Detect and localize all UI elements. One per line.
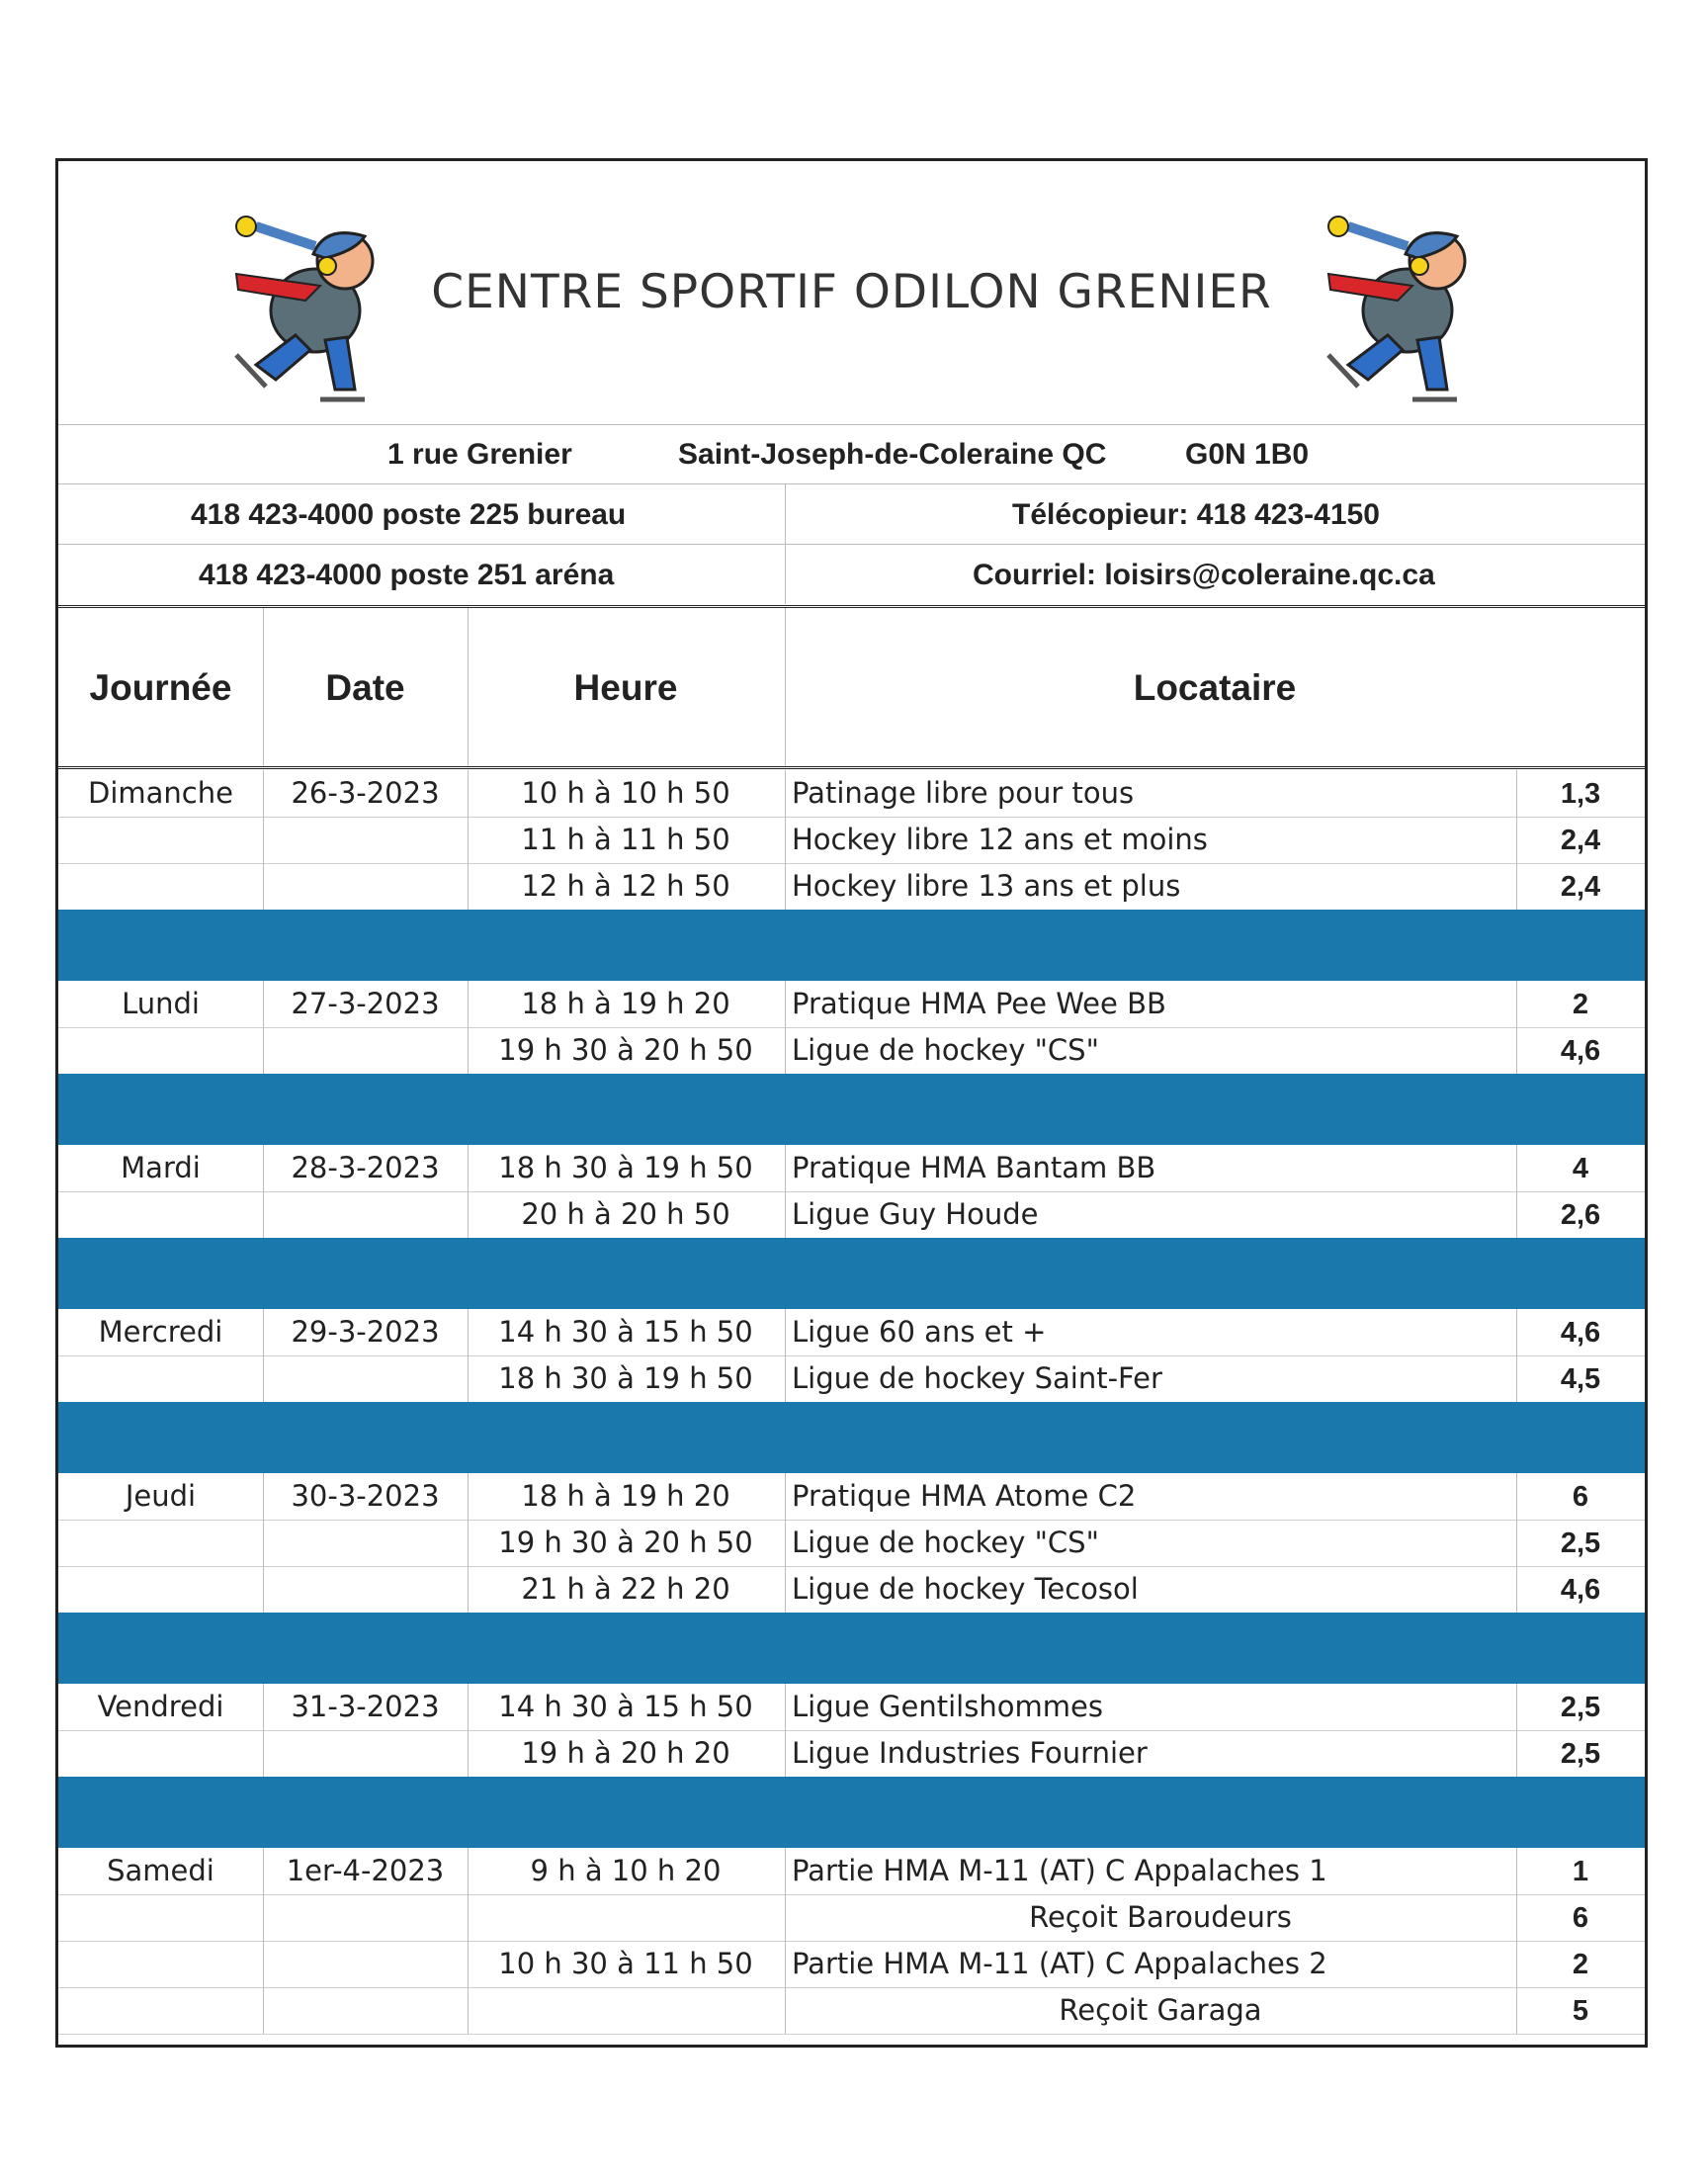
time-cell: 19 h à 20 h 20 — [521, 1736, 730, 1770]
tenant-cell: Ligue de hockey "CS" — [792, 1526, 1099, 1559]
fax: Télécopieur: 418 423-4150 — [1012, 498, 1380, 531]
tenant-cell: Ligue Guy Houde — [792, 1197, 1039, 1231]
tenant-cell: Ligue Gentilshommes — [792, 1690, 1103, 1723]
col-day: Journée — [89, 667, 232, 708]
table-row — [58, 770, 1645, 818]
tenant-cell: Reçoit Baroudeurs — [1029, 1900, 1292, 1934]
tenant-cell: Patinage libre pour tous — [792, 776, 1135, 810]
date-cell: 27-3-2023 — [291, 987, 440, 1020]
code-cell: 4,6 — [1560, 1317, 1601, 1349]
code-cell: 6 — [1572, 1902, 1589, 1934]
page-title: CENTRE SPORTIF ODILON GRENIER — [431, 265, 1272, 319]
date-cell: 31-3-2023 — [291, 1690, 440, 1723]
day-cell: Mercredi — [98, 1315, 223, 1349]
header — [58, 161, 1645, 425]
time-cell: 21 h à 22 h 20 — [521, 1572, 730, 1606]
tenant-cell: Partie HMA M-11 (AT) C Appalaches 1 — [792, 1854, 1327, 1887]
table-row — [58, 1027, 1645, 1075]
code-cell: 2,6 — [1560, 1199, 1601, 1231]
time-cell: 19 h 30 à 20 h 50 — [498, 1526, 753, 1559]
table-row — [58, 1566, 1645, 1614]
date-cell: 1er-4-2023 — [286, 1854, 445, 1887]
tenant-cell: Ligue 60 ans et + — [792, 1315, 1047, 1349]
code-cell: 1 — [1572, 1856, 1589, 1887]
col-date: Date — [325, 667, 405, 708]
date-cell: 29-3-2023 — [291, 1315, 440, 1349]
city: Saint-Joseph-de-Coleraine QC — [678, 438, 1107, 471]
table-row — [58, 1987, 1645, 2035]
date-cell: 30-3-2023 — [291, 1479, 440, 1513]
code-cell: 2,5 — [1560, 1528, 1601, 1559]
code-cell: 2 — [1572, 989, 1589, 1020]
table-row — [58, 863, 1645, 911]
tenant-cell: Pratique HMA Bantam BB — [792, 1151, 1156, 1184]
day-separator — [58, 1402, 1645, 1473]
table-row — [58, 1894, 1645, 1942]
code-cell: 4 — [1572, 1153, 1589, 1184]
time-cell: 18 h à 19 h 20 — [521, 987, 730, 1020]
code-cell: 4,5 — [1560, 1363, 1601, 1395]
code-cell: 2,5 — [1560, 1692, 1601, 1723]
day-cell: Vendredi — [97, 1690, 224, 1723]
day-cell: Dimanche — [88, 776, 233, 810]
table-row — [58, 1145, 1645, 1192]
tenant-cell: Ligue de hockey "CS" — [792, 1033, 1099, 1067]
street: 1 rue Grenier — [387, 438, 572, 471]
day-separator — [58, 1238, 1645, 1309]
code-cell: 5 — [1572, 1995, 1589, 2027]
tenant-cell: Ligue de hockey Tecosol — [792, 1572, 1139, 1606]
time-cell: 18 h 30 à 19 h 50 — [498, 1361, 753, 1395]
table-row — [58, 817, 1645, 864]
table-row — [58, 1520, 1645, 1567]
time-cell: 18 h 30 à 19 h 50 — [498, 1151, 753, 1184]
time-cell: 10 h 30 à 11 h 50 — [498, 1947, 753, 1980]
code-cell: 6 — [1572, 1481, 1589, 1513]
time-cell: 19 h 30 à 20 h 50 — [498, 1033, 753, 1067]
address-row — [58, 424, 1645, 484]
tenant-cell: Reçoit Garaga — [1059, 1993, 1262, 2027]
table-header — [58, 605, 1645, 769]
table-row — [58, 1684, 1645, 1731]
table-row — [58, 1941, 1645, 1988]
day-separator — [58, 1074, 1645, 1145]
day-separator — [58, 910, 1645, 981]
day-separator — [58, 1777, 1645, 1848]
col-time: Heure — [573, 667, 678, 708]
table-row — [58, 1848, 1645, 1895]
time-cell: 11 h à 11 h 50 — [521, 823, 730, 856]
day-cell: Mardi — [121, 1151, 201, 1184]
time-cell: 20 h à 20 h 50 — [521, 1197, 730, 1231]
tenant-cell: Ligue de hockey Saint-Fer — [792, 1361, 1162, 1395]
day-cell: Jeudi — [125, 1479, 197, 1513]
tenant-cell: Pratique HMA Atome C2 — [792, 1479, 1137, 1513]
table-row — [58, 1473, 1645, 1521]
table-row — [58, 1191, 1645, 1239]
time-cell: 18 h à 19 h 20 — [521, 1479, 730, 1513]
code-cell: 2,4 — [1560, 825, 1601, 856]
tenant-cell: Partie HMA M-11 (AT) C Appalaches 2 — [792, 1947, 1327, 1980]
table-row — [58, 1355, 1645, 1403]
code-cell: 4,6 — [1560, 1574, 1601, 1606]
contact-row-1 — [58, 484, 1645, 545]
date-cell: 26-3-2023 — [291, 776, 440, 810]
table-row — [58, 1309, 1645, 1356]
time-cell: 9 h à 10 h 20 — [530, 1854, 722, 1887]
time-cell: 12 h à 12 h 50 — [521, 869, 730, 903]
code-cell: 1,3 — [1560, 778, 1601, 810]
date-cell: 28-3-2023 — [291, 1151, 440, 1184]
time-cell: 14 h 30 à 15 h 50 — [498, 1690, 753, 1723]
phone-office: 418 423-4000 poste 225 bureau — [191, 498, 627, 531]
contact-row-2 — [58, 545, 1645, 604]
tenant-cell: Pratique HMA Pee Wee BB — [792, 987, 1166, 1020]
table-row — [58, 1730, 1645, 1778]
email: Courriel: loisirs@coleraine.qc.ca — [973, 559, 1435, 591]
table-row — [58, 981, 1645, 1028]
schedule-frame — [55, 158, 1648, 2048]
phone-arena: 418 423-4000 poste 251 aréna — [199, 559, 615, 591]
tenant-cell: Hockey libre 13 ans et plus — [792, 869, 1181, 903]
code-cell: 4,6 — [1560, 1035, 1601, 1067]
code-cell: 2,4 — [1560, 871, 1601, 903]
tenant-cell: Hockey libre 12 ans et moins — [792, 823, 1208, 856]
col-tenant: Locataire — [1133, 667, 1297, 708]
tenant-cell: Ligue Industries Fournier — [792, 1736, 1148, 1770]
time-cell: 10 h à 10 h 50 — [521, 776, 730, 810]
time-cell: 14 h 30 à 15 h 50 — [498, 1315, 753, 1349]
day-separator — [58, 1613, 1645, 1684]
code-cell: 2,5 — [1560, 1738, 1601, 1770]
day-cell: Lundi — [122, 987, 200, 1020]
code-cell: 2 — [1572, 1949, 1589, 1980]
skater-icon — [1309, 207, 1487, 404]
postal-code: G0N 1B0 — [1185, 438, 1310, 471]
day-cell: Samedi — [107, 1854, 214, 1887]
